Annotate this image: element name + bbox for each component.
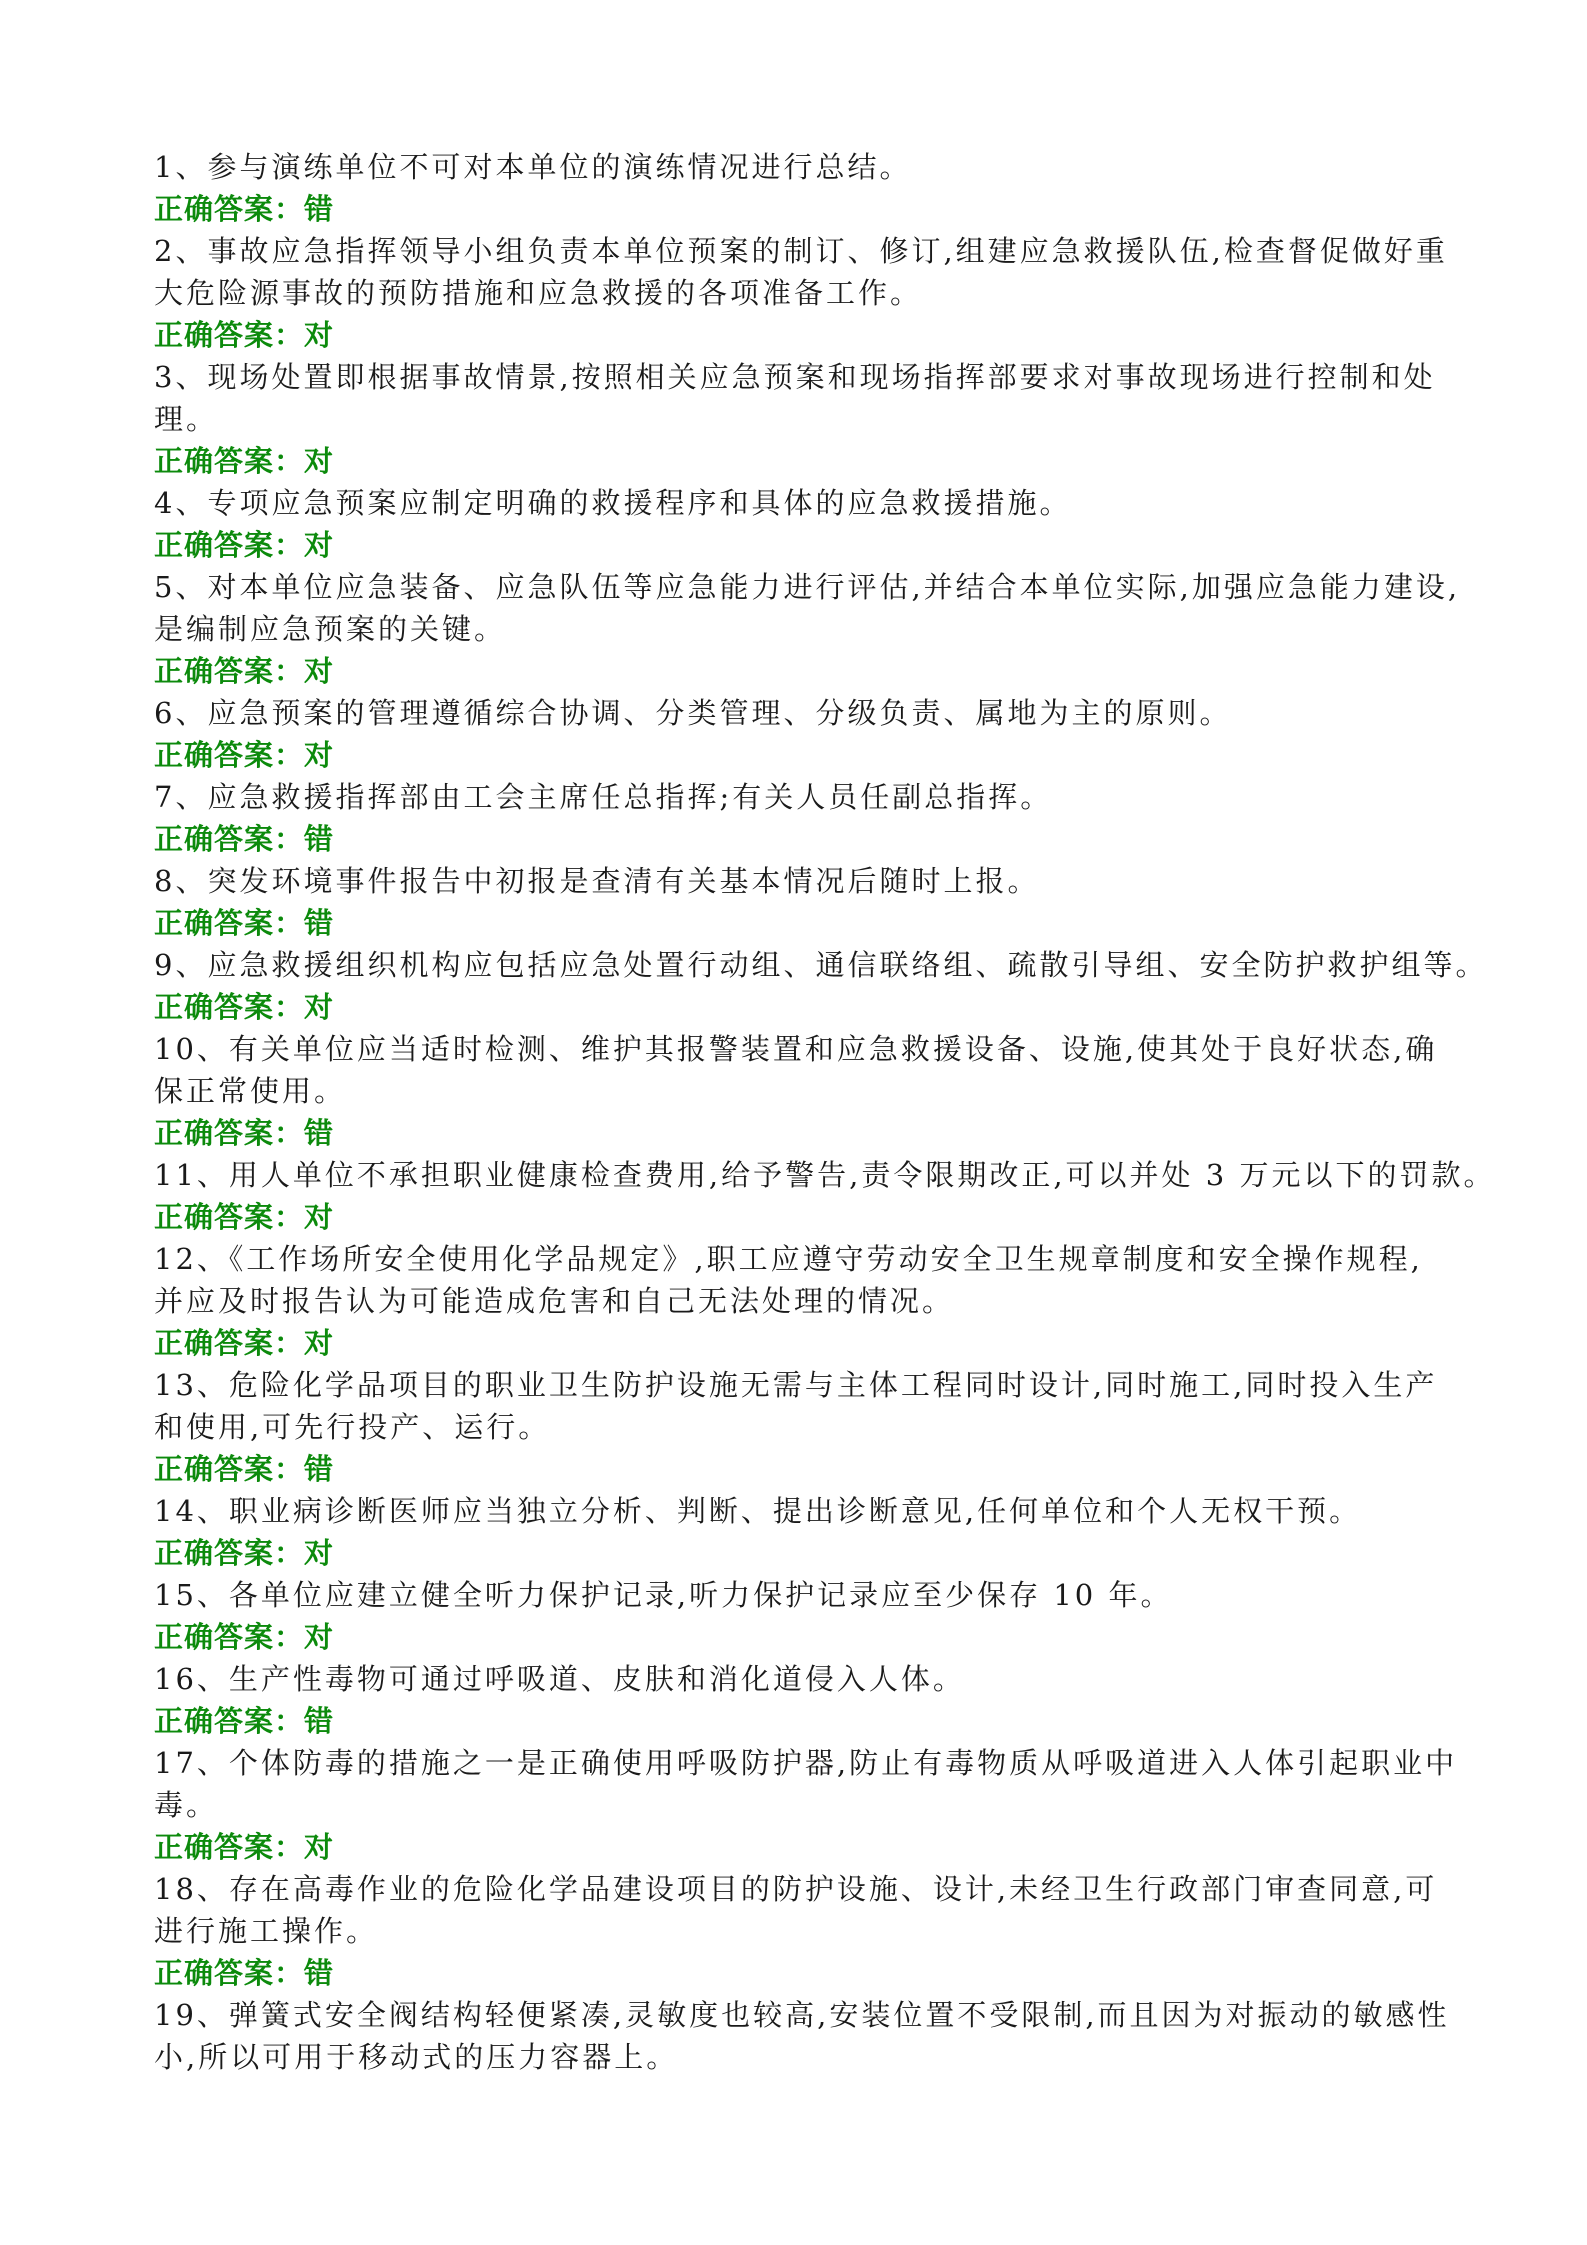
correct-answer: 正确答案：错 <box>154 1116 335 1150</box>
correct-answer: 正确答案：对 <box>154 1536 335 1570</box>
question-text-line: 15、各单位应建立健全听力保护记录,听力保护记录应至少保存 10 年。 <box>154 1578 1173 1612</box>
correct-answer: 正确答案：对 <box>154 738 335 772</box>
question-text-line: 4、专项应急预案应制定明确的救援程序和具体的应急救援措施。 <box>154 486 1072 520</box>
question-text-line: 7、应急救援指挥部由工会主席任总指挥;有关人员任副总指挥。 <box>154 780 1053 814</box>
question-item <box>154 1364 1444 1490</box>
correct-answer: 正确答案：错 <box>154 1704 335 1738</box>
question-text-line: 毒。 <box>154 1788 219 1822</box>
question-text-line: 19、弹簧式安全阀结构轻便紧凑,灵敏度也较高,安装位置不受限制,而且因为对振动的敏感性 <box>154 1998 1450 2032</box>
correct-answer: 正确答案：对 <box>154 990 335 1024</box>
question-item <box>154 1994 1450 2078</box>
question-item <box>154 1742 1458 1868</box>
correct-answer: 正确答案：对 <box>154 1326 335 1360</box>
question-item <box>154 692 1444 776</box>
question-item <box>154 1658 1444 1742</box>
question-text-line: 小,所以可用于移动式的压力容器上。 <box>154 2040 679 2074</box>
question-item <box>154 1238 1444 1364</box>
question-text-line: 10、有关单位应当适时检测、维护其报警装置和应急救援设备、设施,使其处于良好状态,确 <box>154 1032 1438 1066</box>
question-text-line: 5、对本单位应急装备、应急队伍等应急能力进行评估,并结合本单位实际,加强应急能力建设, <box>154 570 1461 604</box>
question-text-line: 1、参与演练单位不可对本单位的演练情况进行总结。 <box>154 150 912 184</box>
question-item <box>154 356 1444 482</box>
correct-answer: 正确答案：对 <box>154 528 335 562</box>
question-text-line: 16、生产性毒物可通过呼吸道、皮肤和消化道侵入人体。 <box>154 1662 965 1696</box>
correct-answer: 正确答案：错 <box>154 1956 335 1990</box>
question-text-line: 理。 <box>154 402 219 436</box>
correct-answer: 正确答案：对 <box>154 1620 335 1654</box>
question-text-line: 13、危险化学品项目的职业卫生防护设施无需与主体工程同时设计,同时施工,同时投入生产 <box>154 1368 1438 1402</box>
question-text-line: 保正常使用。 <box>154 1074 347 1108</box>
correct-answer: 正确答案：错 <box>154 822 335 856</box>
question-item <box>154 230 1448 356</box>
question-list <box>154 146 1496 2078</box>
question-text-line: 17、个体防毒的措施之一是正确使用呼吸防护器,防止有毒物质从呼吸道进入人体引起职业中 <box>154 1746 1458 1780</box>
question-text-line: 并应及时报告认为可能造成危害和自己无法处理的情况。 <box>154 1284 955 1318</box>
correct-answer: 正确答案：错 <box>154 192 335 226</box>
question-item <box>154 860 1444 944</box>
correct-answer: 正确答案：对 <box>154 1200 335 1234</box>
question-text-line: 是编制应急预案的关键。 <box>154 612 507 646</box>
question-text-line: 18、存在高毒作业的危险化学品建设项目的防护设施、设计,未经卫生行政部门审查同意,可 <box>154 1872 1438 1906</box>
question-text-line: 6、应急预案的管理遵循综合协调、分类管理、分级负责、属地为主的原则。 <box>154 696 1232 730</box>
question-item <box>154 566 1461 692</box>
question-text-line: 8、突发环境事件报告中初报是查清有关基本情况后随时上报。 <box>154 864 1040 898</box>
question-item <box>154 1868 1444 1994</box>
correct-answer: 正确答案：对 <box>154 654 335 688</box>
correct-answer: 正确答案：对 <box>154 318 335 352</box>
question-text-line: 12、《工作场所安全使用化学品规定》,职工应遵守劳动安全卫生规章制度和安全操作规程, <box>154 1242 1423 1276</box>
question-text-line: 和使用,可先行投产、运行。 <box>154 1410 551 1444</box>
question-item <box>154 1154 1496 1238</box>
question-item <box>154 482 1444 566</box>
question-text-line: 11、用人单位不承担职业健康检查费用,给予警告,责令限期改正,可以并处 3 万元以下的罚款。 <box>154 1158 1496 1192</box>
question-item <box>154 944 1488 1028</box>
question-item <box>154 1028 1444 1154</box>
question-text-line: 3、现场处置即根据事故情景,按照相关应急预案和现场指挥部要求对事故现场进行控制和处 <box>154 360 1436 394</box>
correct-answer: 正确答案：对 <box>154 1830 335 1864</box>
question-item <box>154 1490 1444 1574</box>
correct-answer: 正确答案：错 <box>154 1452 335 1486</box>
question-text-line: 14、职业病诊断医师应当独立分析、判断、提出诊断意见,任何单位和个人无权干预。 <box>154 1494 1362 1528</box>
question-item <box>154 1574 1444 1658</box>
question-item <box>154 776 1444 860</box>
question-text-line: 进行施工操作。 <box>154 1914 379 1948</box>
question-text-line: 2、事故应急指挥领导小组负责本单位预案的制订、修订,组建应急救援队伍,检查督促做好重 <box>154 234 1448 268</box>
question-text-line: 大危险源事故的预防措施和应急救援的各项准备工作。 <box>154 276 923 310</box>
correct-answer: 正确答案：错 <box>154 906 335 940</box>
question-text-line: 9、应急救援组织机构应包括应急处置行动组、通信联络组、疏散引导组、安全防护救护组等。 <box>154 948 1488 982</box>
question-item <box>154 146 1444 230</box>
correct-answer: 正确答案：对 <box>154 444 335 478</box>
